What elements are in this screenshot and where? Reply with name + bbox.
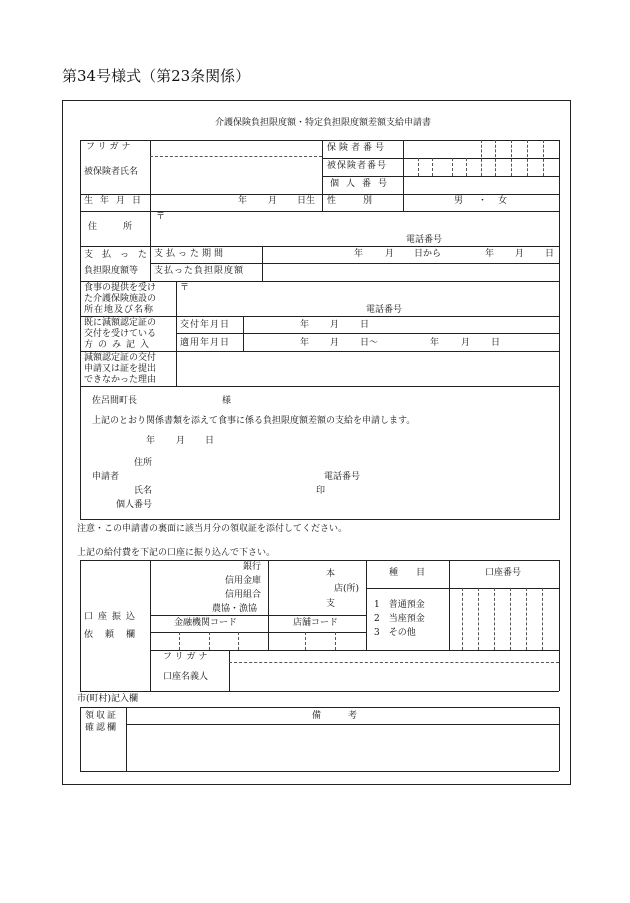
certified-label-1: 既に減額認定証の (84, 318, 157, 328)
addressee: 佐呂間町長 (92, 396, 138, 406)
reason-label-3: できなかった理由 (84, 375, 157, 385)
account-number-label: 口座番号 (485, 568, 522, 578)
account-holder-label: 口座名義人 (163, 672, 209, 682)
apply-date-label: 適用年月日 (180, 338, 231, 348)
branch-code-label: 店舗コード (293, 618, 339, 628)
seal-mark: 印 (316, 486, 326, 496)
municipal-section-title: 市(町村)記入欄 (77, 694, 139, 704)
paid-label-2: 負担限度額等 (84, 266, 139, 276)
form-number: 第34号様式（第23条関係） (62, 67, 251, 85)
applicant-personal-number-label: 個人番号 (116, 500, 153, 510)
transfer-section-label-2: 依頼欄 (84, 630, 148, 640)
paid-amount-label: 支払った負担限度額 (154, 266, 245, 276)
issue-date-label: 交付年月日 (180, 320, 231, 330)
facility-phone-label: 電話番号 (366, 305, 403, 315)
application-day: 日 (205, 436, 215, 446)
reason-label-1: 減額認定証の交付 (84, 353, 157, 363)
sex-male: 男 (454, 196, 464, 206)
branch-shiten: 支 (326, 599, 336, 609)
deposit-kind-ordinary: 1 普通預金 (374, 600, 425, 610)
bank-code-label: 金融機関コード (174, 618, 238, 628)
paid-label-1: 支払った (84, 250, 157, 260)
application-month: 月 (176, 436, 186, 446)
applicant-label: 申請者 (92, 472, 120, 482)
paid-period-label: 支払った期間 (154, 249, 227, 259)
address-phone-label: 電話番号 (406, 235, 443, 245)
paid-day-from: 日から (414, 249, 442, 259)
transfer-intro: 上記の給付費を下記の口座に振り込んで下さい。 (77, 548, 276, 558)
branch-tensho: 店(所) (334, 584, 360, 594)
facility-postal-mark: 〒 (180, 283, 190, 293)
paid-day-2: 日 (545, 249, 555, 259)
bank-type-shinkin: 信用金庫 (225, 576, 262, 586)
attachment-note: 注意・この申請書の裏面に該当月分の領収証を添付してください。 (77, 524, 348, 534)
address-postal-mark: 〒 (156, 212, 166, 222)
bank-type-shinkumi: 信用組合 (225, 590, 262, 600)
apply-year-2: 年 (430, 338, 440, 348)
apply-month-2: 月 (461, 338, 471, 348)
certified-label-2: 交付を受けている (84, 329, 157, 339)
birth-month: 月 (268, 196, 278, 206)
address-label: 住所 (88, 222, 159, 232)
applicant-phone-label: 電話番号 (324, 472, 361, 482)
form-title: 介護保険負担限度額・特定負担限度額差額支給申請書 (215, 118, 432, 128)
sex-female: 女 (498, 196, 508, 206)
reason-label-2: 申請又は証を提出 (84, 364, 157, 374)
facility-label-2: た介護保険施設の (84, 294, 157, 304)
birth-year: 年 (238, 196, 248, 206)
certified-label-3: 方のみ記入 (84, 340, 155, 350)
branch-honten: 本 (326, 569, 336, 579)
birthdate-label: 生年月日 (84, 196, 149, 206)
transfer-section-label-1: 口座振込 (84, 612, 141, 622)
application-statement: 上記のとおり関係書類を添えて食事に係る負担限度額差額の支給を申請します。 (92, 416, 416, 426)
receipt-check-label-2: 確認欄 (85, 723, 119, 733)
apply-month: 月 (330, 338, 340, 348)
paid-month-2: 月 (515, 249, 525, 259)
issue-month: 月 (330, 320, 340, 330)
furigana-label: フリガナ (86, 142, 134, 152)
remarks-label: 備 考 (312, 711, 358, 721)
paid-year: 年 (354, 249, 364, 259)
issue-year: 年 (300, 320, 310, 330)
insured-name-label: 被保険者氏名 (84, 167, 139, 177)
insurer-number-label: 保険者番号 (327, 143, 388, 153)
apply-day-to: 日～ (360, 338, 379, 348)
apply-year: 年 (300, 338, 310, 348)
honorific: 様 (222, 396, 232, 406)
bank-type-bank: 銀行 (243, 562, 262, 572)
application-year: 年 (146, 436, 156, 446)
insured-number-label: 被保険者番号 (327, 161, 388, 171)
applicant-address-label: 住所 (134, 458, 153, 468)
deposit-kind-other: 3 その他 (374, 628, 416, 638)
deposit-kind-label: 種 目 (389, 568, 426, 578)
birth-day: 日生 (297, 196, 316, 206)
paid-month: 月 (385, 249, 395, 259)
issue-day: 日 (360, 320, 370, 330)
facility-label-1: 食事の提供を受け (84, 283, 157, 293)
sex-label: 性 別 (327, 196, 373, 206)
facility-label-3: 所在地及び名称 (84, 305, 155, 315)
paid-year-2: 年 (485, 249, 495, 259)
account-furigana-label: フリガナ (163, 652, 211, 662)
sex-separator: ・ (478, 196, 488, 206)
deposit-kind-current: 2 当座預金 (374, 614, 425, 624)
receipt-check-label-1: 領収証 (85, 711, 119, 721)
bank-type-nokyo: 農協・漁協 (212, 604, 258, 614)
apply-day-2: 日 (491, 338, 501, 348)
personal-number-label: 個人番号 (330, 179, 395, 189)
applicant-name-label: 氏名 (134, 486, 153, 496)
